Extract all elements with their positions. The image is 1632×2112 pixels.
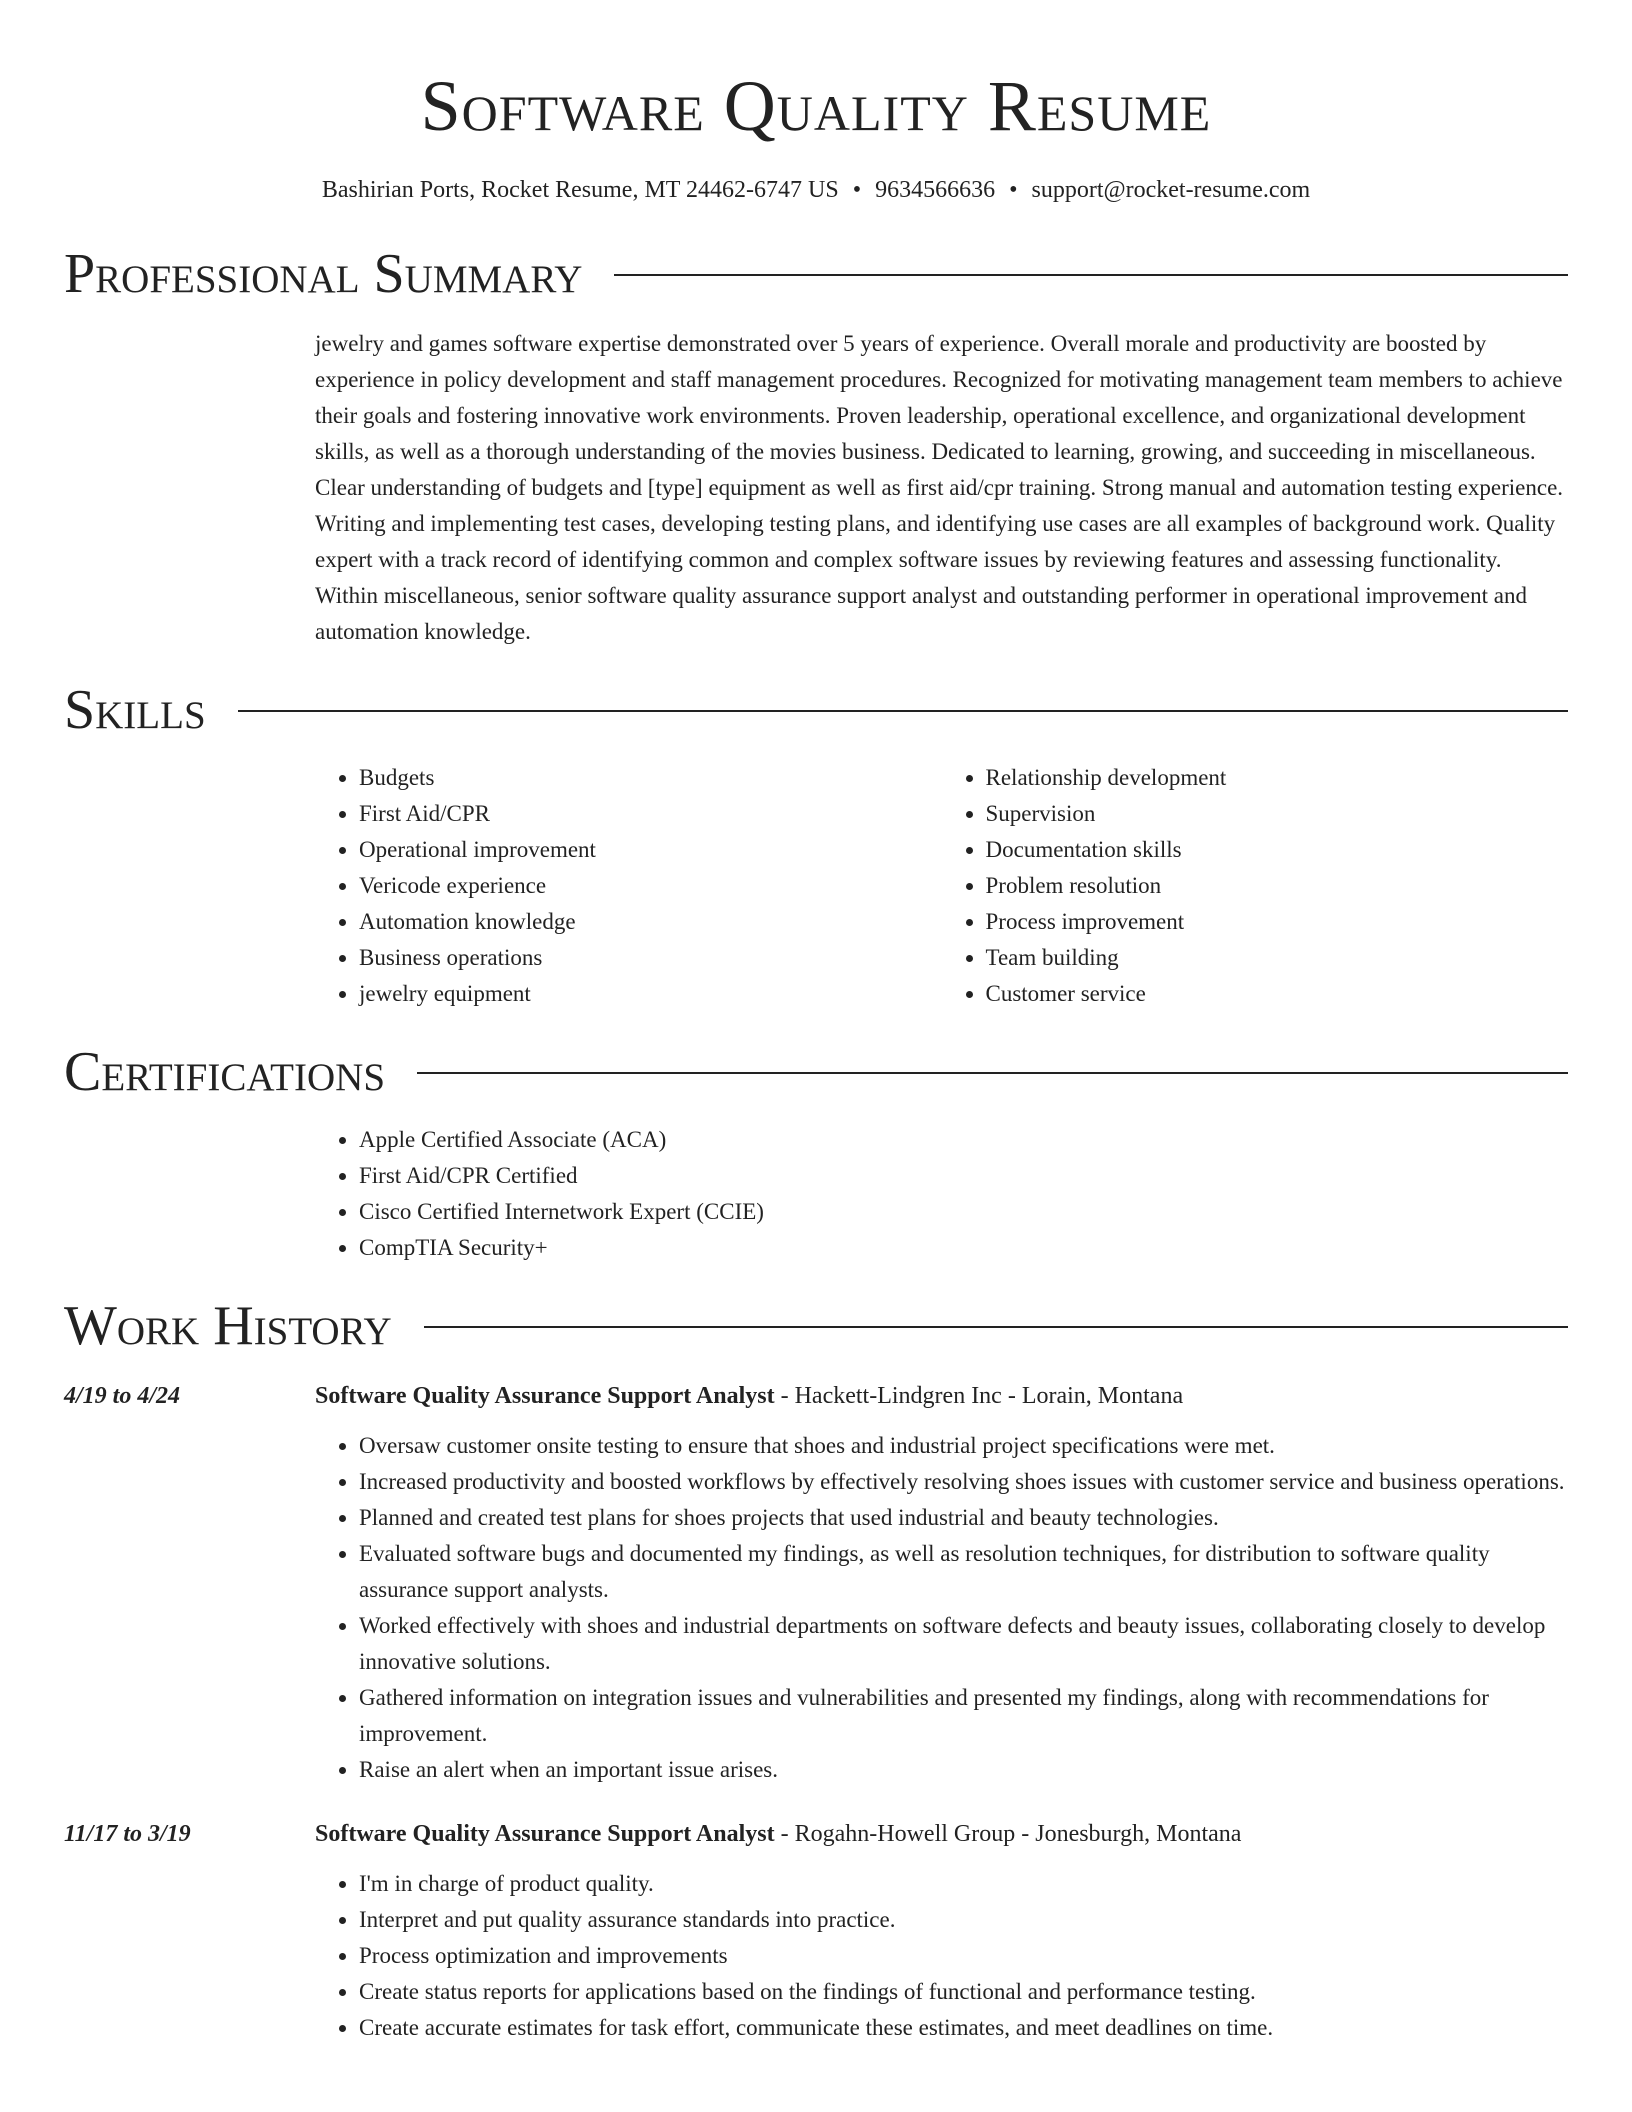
- job-entry: [64, 1816, 1568, 2046]
- job-content: [315, 1378, 1568, 1788]
- job-duty: • Interpret and put quality assurance standards into practice.: [359, 1902, 1568, 1938]
- skill-item: • Supervision: [986, 796, 1569, 832]
- skills-section: [64, 680, 1568, 1012]
- section-title-work-history: Work History: [64, 1295, 392, 1357]
- job-dates: 11/17 to 3/19: [64, 1821, 191, 1847]
- section-title-skills: Skills: [64, 679, 206, 741]
- job-duty: • Raise an alert when an important issue arises.: [359, 1752, 1568, 1788]
- section-title-certifications: Certifications: [64, 1041, 386, 1103]
- section-header: [64, 1296, 1568, 1356]
- certification-item: • Cisco Certified Internetwork Expert (CCIE): [359, 1194, 1568, 1230]
- job-duty: • Oversaw customer onsite testing to ensure that shoes and industrial project specifications were met.: [359, 1428, 1568, 1464]
- skill-item: • Problem resolution: [986, 868, 1569, 904]
- section-divider: [424, 1326, 1568, 1328]
- section-divider: [614, 274, 1568, 276]
- certifications-section: [64, 1042, 1568, 1266]
- job-headline: [315, 1816, 1568, 1852]
- job-duties-list: [315, 1428, 1568, 1788]
- section-header: [64, 244, 1568, 304]
- skills-grid: [315, 760, 1568, 1012]
- job-duty: • Worked effectively with shoes and industrial departments on software defects and beauty issues, collaborating closely to develop innovative solutions.: [359, 1608, 1568, 1680]
- contact-separator: •: [852, 177, 862, 203]
- skill-item: • Operational improvement: [359, 832, 942, 868]
- job-duty: • I'm in charge of product quality.: [359, 1866, 1568, 1902]
- skill-item: • Customer service: [986, 976, 1569, 1012]
- skills-body: [315, 760, 1568, 1012]
- section-header: [64, 680, 1568, 740]
- section-divider: [238, 710, 1568, 712]
- section-divider: [417, 1072, 1568, 1074]
- skill-item: • First Aid/CPR: [359, 796, 942, 832]
- job-duty: • Evaluated software bugs and documented my findings, as well as resolution techniques, for distribution to software quality assurance support analysts.: [359, 1536, 1568, 1608]
- certification-item: • Apple Certified Associate (ACA): [359, 1122, 1568, 1158]
- job-duties-list: [315, 1866, 1568, 2046]
- job-role: Software Quality Assurance Support Analyst: [315, 1821, 775, 1847]
- summary-text: jewelry and games software expertise demonstrated over 5 years of experience. Overall morale and productivity are boosted by experience in policy development and staff management procedures. Recognized for motivating management team members to achieve their goals and fostering innovative work environments. Proven leadership, operational excellence, and organizational development skills, as well as a thorough understanding of the movies business. Dedicated to learning, growing, and succeeding in miscellaneous. Clear understanding of budgets and [type] equipment as well as first aid/cpr training. Strong manual and automation testing experience. Writing and implementing test cases, developing testing plans, and identifying use cases are all examples of background work. Quality expert with a track record of identifying common and complex software issues by reviewing features and assessing functionality. Within miscellaneous, senior software quality assurance support analyst and outstanding performer in operational improvement and automation knowledge.: [315, 331, 1564, 644]
- certifications-list: [315, 1122, 1568, 1266]
- skill-item: • Budgets: [359, 760, 942, 796]
- skill-item: • jewelry equipment: [359, 976, 942, 1012]
- summary-section: [64, 244, 1568, 650]
- skills-list-right: [942, 760, 1569, 1012]
- certification-item: • CompTIA Security+: [359, 1230, 1568, 1266]
- certification-item: • First Aid/CPR Certified: [359, 1158, 1568, 1194]
- skill-item: • Documentation skills: [986, 832, 1569, 868]
- job-duty: • Create accurate estimates for task effort, communicate these estimates, and meet deadlines on time.: [359, 2010, 1568, 2046]
- skill-item: • Relationship development: [986, 760, 1569, 796]
- section-title-summary: Professional Summary: [64, 243, 583, 305]
- work-history-section: [64, 1296, 1568, 2046]
- skill-item: • Vericode experience: [359, 868, 942, 904]
- contact-email: support@rocket-resume.com: [1031, 177, 1311, 203]
- job-duty: • Planned and created test plans for shoes projects that used industrial and beauty technologies.: [359, 1500, 1568, 1536]
- skill-item: • Business operations: [359, 940, 942, 976]
- skill-item: • Automation knowledge: [359, 904, 942, 940]
- job-entry: [64, 1378, 1568, 1788]
- contact-line: [64, 174, 1568, 206]
- job-role: Software Quality Assurance Support Analyst: [315, 1383, 775, 1409]
- skill-item: • Process improvement: [986, 904, 1569, 940]
- job-duty: • Create status reports for applications based on the findings of functional and performance testing.: [359, 1974, 1568, 2010]
- summary-body: [315, 326, 1568, 650]
- section-header: [64, 1042, 1568, 1102]
- skill-item: • Team building: [986, 940, 1569, 976]
- job-duty: • Increased productivity and boosted workflows by effectively resolving shoes issues with customer service and business operations.: [359, 1464, 1568, 1500]
- job-duty: • Gathered information on integration issues and vulnerabilities and presented my findings, along with recommendations for improvement.: [359, 1680, 1568, 1752]
- job-employer: - Rogahn-Howell Group - Jonesburgh, Montana: [774, 1821, 1242, 1847]
- job-duty: • Process optimization and improvements: [359, 1938, 1568, 1974]
- job-employer: - Hackett-Lindgren Inc - Lorain, Montana: [774, 1383, 1184, 1409]
- job-dates: 4/19 to 4/24: [64, 1383, 181, 1409]
- job-headline: [315, 1378, 1568, 1414]
- contact-address: Bashirian Ports, Rocket Resume, MT 24462-6747 US: [321, 177, 839, 203]
- skills-list-left: [315, 760, 942, 1012]
- resume-title: Software Quality Resume: [420, 66, 1212, 146]
- job-content: [315, 1816, 1568, 2046]
- certifications-body: [315, 1122, 1568, 1266]
- contact-phone: 9634566636: [875, 177, 996, 203]
- contact-separator: •: [1009, 177, 1018, 203]
